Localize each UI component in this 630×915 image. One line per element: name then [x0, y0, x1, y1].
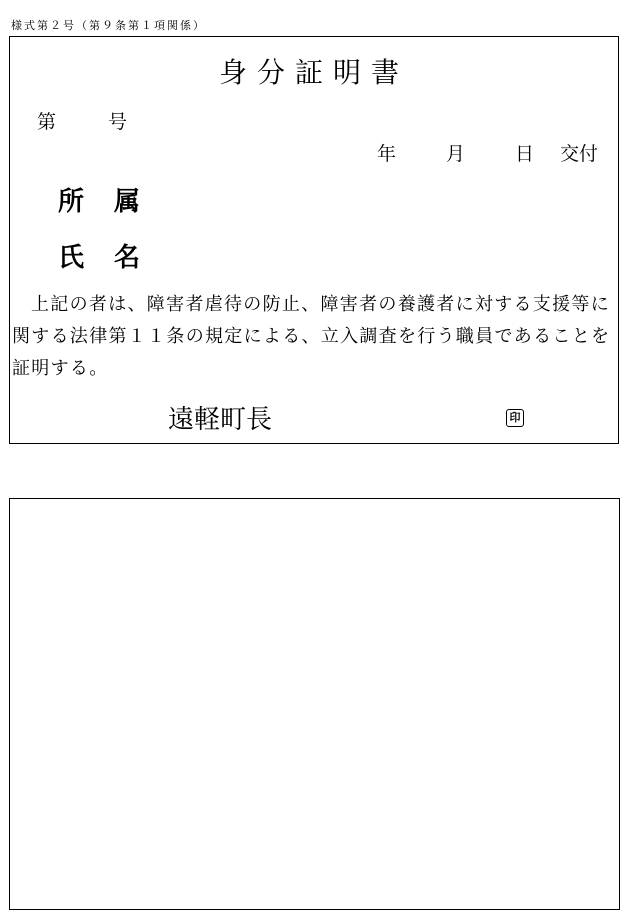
date-issued-label: 交付 — [559, 143, 598, 165]
name-field — [58, 237, 140, 274]
name-label: 氏 名 — [58, 243, 141, 273]
number-suffix: 号 — [108, 111, 128, 133]
certification-statement: 上記の者は、障害者虐待の防止、障害者の養護者に対する支援等に関する法律第１１条の規定による、立入調査を行う職員であることを証明する。 — [12, 294, 611, 379]
date-year-label: 年 — [376, 143, 396, 165]
number-prefix: 第 — [37, 111, 57, 133]
identification-card — [9, 36, 619, 444]
affiliation-label: 所 属 — [58, 187, 141, 217]
issuer-name: 遠軽町長 — [168, 405, 273, 435]
date-month-label: 月 — [445, 143, 465, 165]
affiliation-field — [58, 181, 140, 218]
form-label: 様式第２号（第９条第１項関係） — [11, 19, 206, 32]
card-title: 身分証明書 — [218, 56, 409, 89]
certificate-number-line — [37, 107, 127, 134]
photo-box — [9, 498, 620, 910]
seal-mark: 印 — [506, 409, 524, 427]
issue-date-line — [377, 139, 598, 166]
date-day-label: 日 — [514, 143, 534, 165]
